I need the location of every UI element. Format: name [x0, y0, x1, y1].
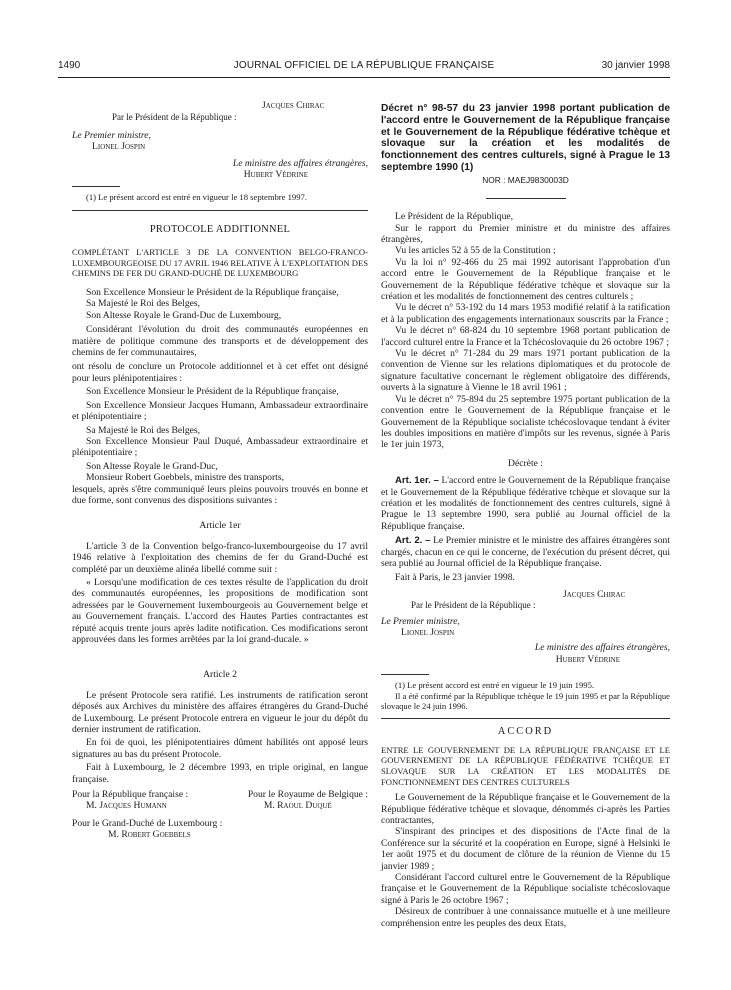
issue-date: 30 janvier 1998 — [601, 60, 670, 71]
signatory-label: Pour le Grand-Duché de Luxembourg : — [72, 817, 223, 829]
visa: Vu la loi n° 92-466 du 25 mai 1992 autorisant l'approbation d'un accord entre le Gouvernement de la République française et le Gouvernement de la République fédérative tchèque et slovaque sur la création et les modalités de fonctionnement des centres culturels ; — [381, 256, 670, 303]
party-line: Son Altesse Royale le Grand-Duc de Luxembourg, — [86, 309, 282, 321]
preamble-paragraph: Le Gouvernement de la République française et le Gouvernement de la République fédérative tchèque et slovaque, dénommés ci-après les Parties contractantes, — [381, 792, 670, 827]
signatories-row — [72, 789, 368, 812]
party-line: Sa Majesté le Roi des Belges, — [86, 298, 201, 310]
section-separator — [381, 718, 670, 719]
signatory-france — [72, 789, 188, 812]
section-separator — [72, 210, 368, 211]
signatory-label: Pour la République française : — [72, 789, 189, 801]
party-line: Son Excellence Monsieur le Président de la République française, — [86, 287, 339, 299]
running-header — [58, 60, 670, 74]
president-line: Le Président de la République, — [395, 211, 514, 223]
right-column — [381, 103, 670, 929]
visa: Sur le rapport du Premier ministre et du ministre des affaires étrangères, — [381, 222, 670, 245]
prime-minister-title: Le Premier ministre, — [381, 615, 460, 627]
plenipotentiary-line: Son Excellence Monsieur Paul Duqué, Ambassadeur extraordinaire et plénipotentiaire ; — [72, 435, 368, 459]
nor-reference: NOR : MAEJ9830003D — [482, 174, 569, 185]
parties-list — [72, 287, 368, 358]
resolved-paragraph: ont résolu de conclure un Protocole additionnel et à cet effet ont désigné pour leurs plénipotentiaires : — [72, 361, 368, 384]
signature-by-president: Par le Président de la République : — [112, 112, 237, 123]
decree-signature-block — [381, 589, 670, 665]
article-text: Le Premier ministre et le ministre des affaires étrangères sont chargés, chacun en ce qui le concerne, de l'exécution du présent décret, qui sera publié au Journal officiel de la République française. — [381, 535, 670, 569]
decree-title: Décret n° 98-57 du 23 janvier 1998 portant publication de l'accord entre le Gouvernement de la République française et le Gouvernement de la République fédérative tchèque et slovaque sur la création et les modalités de fonctionnement des centres culturels, signé à Prague le 13 septembre 1990 (1) — [381, 103, 670, 173]
plenipotentiary-line: Monsieur Robert Goebbels, ministre des transports, — [86, 472, 284, 484]
foreign-minister-name: Hubert Védrine — [555, 653, 620, 665]
preamble-paragraph: Désireux de contribuer à une connaissance mutuelle et à une meilleure compréhension entre les peuples des deux Etats, — [381, 906, 670, 929]
accord-title: ACCORD — [497, 726, 554, 738]
signatory-name: M. Robert Goebbels — [108, 829, 191, 841]
article-2-paragraph: Fait à Luxembourg, le 2 décembre 1993, en triple original, en langue française. — [72, 762, 368, 785]
footnote: Il a été confirmé par la République tchèque le 19 juin 1995 et par la République slovaque le 24 juin 1996. — [381, 690, 670, 712]
prime-minister-title: Le Premier ministre, — [72, 129, 151, 141]
signatory-luxembourg — [72, 818, 368, 841]
visa: Vu le décret n° 68-824 du 10 septembre 1968 portant publication de l'accord culturel entre la France et la Tchécoslovaquie du 26 octobre 1967 ; — [381, 325, 670, 348]
done-at-paris: Fait à Paris, le 23 janvier 1998. — [395, 572, 515, 584]
article-label: Art. 2. – — [395, 535, 431, 547]
signature-block — [72, 100, 368, 180]
article-2-title: Article 2 — [203, 669, 237, 681]
article-1-text: L'article 3 de la Convention belgo-franco-luxembourgeoise du 17 avril 1946 relative à l'exploitation des chemins de fer du Grand-Duché est complété par un deuxième alinéa libellé comme suit : — [72, 540, 368, 575]
plenipotentiaries-list — [72, 386, 368, 483]
signatory-name: M. Raoul Duqué — [263, 800, 332, 812]
visa: Vu le décret n° 71-284 du 29 mars 1971 portant publication de la convention de Vienne sur les relations diplomatiques et du protocole de signature facultative concernant le règlement obligatoire des différends, ouverts à la signature à Vienne le 18 avril 1961 ; — [381, 348, 670, 394]
signatory-name: M. Jacques Humann — [86, 800, 167, 812]
footnote: (1) Le présent accord est entré en vigueur le 19 juin 1995. — [395, 680, 595, 691]
president-signature: Jacques Chirac — [563, 588, 626, 600]
journal-title: JOURNAL OFFICIEL DE LA RÉPUBLIQUE FRANÇAISE — [233, 60, 495, 71]
accord-preamble — [381, 792, 670, 929]
prime-minister-name: Lionel Jospin — [401, 627, 455, 638]
decrete-heading: Décrète : — [508, 457, 543, 469]
footnote: (1) Le présent accord est entré en vigueur le 18 septembre 1997. — [86, 192, 307, 203]
signature-by-president: Par le Président de la République : — [411, 600, 536, 611]
visa: Vu le décret n° 53-192 du 14 mars 1953 modifié relatif à la ratification et à la publication des engagements internationaux souscrits par la France ; — [381, 302, 670, 325]
footnote-separator — [381, 674, 429, 675]
left-column — [72, 100, 368, 841]
decree-article-1 — [381, 475, 670, 532]
preamble-paragraph: S'inspirant des principes et des dispositions de l'Acte final de la Conférence sur la sécurité et la coopération en Europe, signé à Helsinki le 1er août 1975 et du document de clôture de la réunion de Vienne du 15 janvier 1989 ; — [381, 826, 670, 872]
plenipotentiary-line: Son Excellence Monsieur le Président de la République française, — [86, 386, 339, 398]
header-rule — [58, 77, 670, 78]
accord-subtitle: ENTRE LE GOUVERNEMENT DE LA RÉPUBLIQUE FRANÇAISE ET LE GOUVERNEMENT DE LA RÉPUBLIQUE FÉDÉRATIVE TCHÈQUE ET SLOVAQUE SUR LA CRÉATION ET LES MODALITÉS DE FONCTIONNEMENT DES CENTRES CULTURELS — [381, 744, 670, 787]
considerant: Considérant l'évolution du droit des communautés européennes en matière de politique commune des transports et de développement des chemins de fer communautaires, — [72, 324, 368, 359]
plenipotentiary-line: Son Excellence Monsieur Jacques Humann, Ambassadeur extraordinaire et plénipotentiaire ; — [72, 399, 368, 423]
article-2-paragraph: Le présent Protocole sera ratifié. Les instruments de ratification seront déposés aux Archives du ministère des affaires étrangères du Grand-Duché de Luxembourg. Le présent Protocole entrera en vigueur le jour du dépôt du dernier instrument de ratification. — [72, 689, 368, 736]
signatory-belgium — [248, 789, 368, 812]
protocole-subtitle: COMPLÉTANT L'ARTICLE 3 DE LA CONVENTION BELGO-FRANCO-LUXEMBOURGEOISE DU 17 AVRIL 1946 RELATIVE À L'EXPLOITATION DES CHEMINS DE FER DU GRAND-DUCHÉ DE LUXEMBOURG — [72, 247, 368, 279]
plenipotentiary-line: Son Altesse Royale le Grand-Duc, — [86, 460, 218, 472]
preamble-paragraph: Considérant l'accord culturel entre le Gouvernement de la République française et le Gouvernement de la République socialiste tchécoslovaque signé à Paris le 26 octobre 1967 ; — [381, 872, 670, 906]
agreed-paragraph: lesquels, après s'être communiqué leurs pleins pouvoirs trouvés en bonne et due forme, sont convenus des dispositions suivantes : — [72, 483, 368, 506]
visas-list — [381, 223, 670, 451]
article-text: L'accord entre le Gouvernement de la République française et le Gouvernement de la République fédérative tchèque et slovaque sur la création et les modalités de fonctionnement des centres culturels, signé à Prague le 13 septembre 1990, sera publié au Journal officiel de la République française. — [381, 475, 671, 532]
visa: Vu le décret n° 75-894 du 25 septembre 1975 portant publication de la convention entre le Gouvernement de la République française et le Gouvernement de la République socialiste tchécoslovaque tendant à éviter les doubles impositions en matière d'impôts sur les revenus, signée à Paris le 1er juin 1973, — [381, 393, 670, 451]
decree-separator — [486, 198, 566, 199]
article-2-paragraph: En foi de quoi, les plénipotentiaires dûment habilités ont apposé leurs signatures au bas du présent Protocole. — [72, 737, 368, 760]
footnote-separator — [72, 186, 120, 187]
article-1-quote: « Lorsqu'une modification de ces textes résulte de l'application du droit des communautés européennes, les propositions de modification sont adressées par le Gouvernement luxembourgeois au Gouvernement belge et au Gouvernement français. L'accord des Hautes Parties contractantes est réputé acquis trente jours après ladite notification. Ces modifications seront approuvées dans les formes arrêtées par la loi grand-ducale. » — [72, 576, 368, 645]
page-number: 1490 — [58, 60, 81, 71]
prime-minister-name: Lionel Jospin — [92, 141, 146, 153]
protocole-title: PROTOCOLE ADDITIONNEL — [149, 223, 291, 235]
foreign-minister-title: Le ministre des affaires étrangères, — [534, 642, 670, 654]
decree-article-2 — [381, 535, 670, 569]
foreign-minister-name: Hubert Védrine — [243, 169, 308, 181]
article-1-title: Article 1er — [199, 520, 241, 532]
plenipotentiary-line: Sa Majesté le Roi des Belges, — [86, 424, 201, 436]
visa: Vu les articles 52 à 55 de la Constitution ; — [395, 245, 556, 257]
article-label: Art. 1er. – — [395, 475, 439, 487]
foreign-minister-title: Le ministre des affaires étrangères, — [232, 157, 368, 169]
president-signature: Jacques Chirac — [262, 100, 325, 111]
signatory-label: Pour le Royaume de Belgique : — [247, 789, 368, 801]
